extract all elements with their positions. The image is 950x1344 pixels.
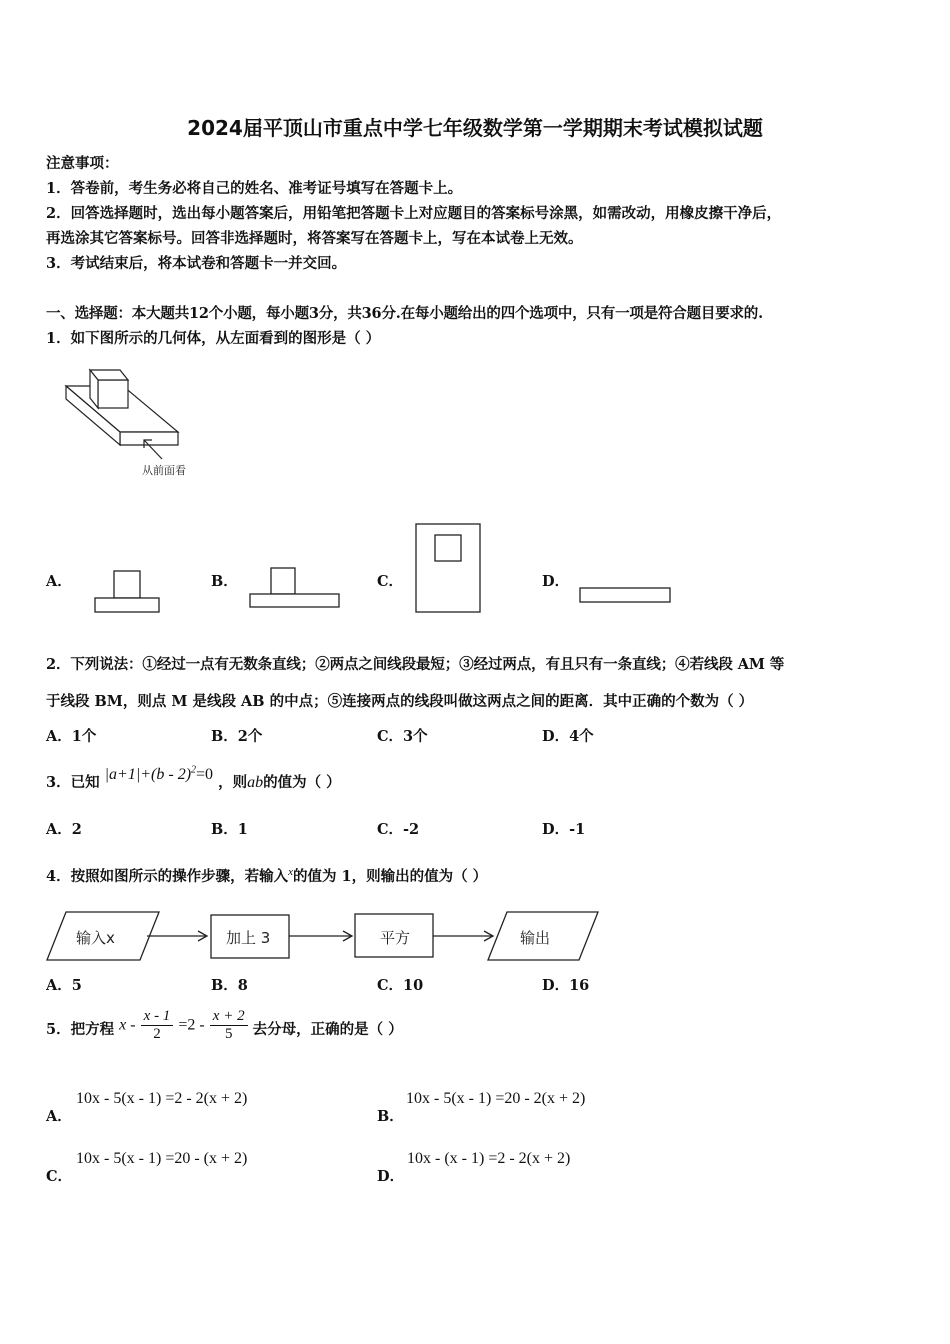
q1-option-d-figure xyxy=(577,585,675,607)
q2-option-c[interactable]: C．3个 xyxy=(377,728,428,745)
q2-option-b[interactable]: B．2个 xyxy=(211,728,263,745)
q2-text-line2: 于线段 BM，则点 M 是线段 AB 的中点；⑤连接两点的线段叫做这两点之间的距离．其中正确的个数为（ ） xyxy=(46,693,754,710)
q5-frac1-den: 2 xyxy=(153,1026,161,1042)
page-title: 2024届平顶山市重点中学七年级数学第一学期期末考试模拟试题 xyxy=(187,116,763,140)
q3-option-b[interactable]: B．1 xyxy=(211,821,248,838)
q3-option-d[interactable]: D．-1 xyxy=(542,821,586,838)
q5-option-b-formula: 10x - 5(x - 1) =20 - 2(x + 2) xyxy=(406,1090,586,1107)
q2-text-line1: 2．下列说法：①经过一点有无数条直线；②两点之间线段最短；③经过两点，有且只有一条直线；④若线段 AM 等 xyxy=(46,656,785,673)
q5-option-a-label[interactable]: A． xyxy=(46,1108,72,1125)
q1-option-a-figure xyxy=(92,568,162,616)
q5-option-b-label[interactable]: B． xyxy=(377,1108,404,1125)
q5-eq-mid: =2 - xyxy=(178,1016,205,1034)
notice-item-1: 1．答卷前，考生务必将自己的姓名、准考证号填写在答题卡上。 xyxy=(46,180,463,197)
q3-option-a[interactable]: A．2 xyxy=(46,821,82,838)
q3-formula-b: =0 xyxy=(196,766,214,783)
q1-option-d[interactable]: D． xyxy=(542,573,570,590)
notice-item-2-cont: 再选涂其它答案标号。回答非选择题时，将答案写在答题卡上，写在本试卷上无效。 xyxy=(46,230,583,247)
q3-option-c[interactable]: C．-2 xyxy=(377,821,420,838)
notice-heading: 注意事项： xyxy=(46,155,119,172)
q2-option-d[interactable]: D．4个 xyxy=(542,728,594,745)
notice-item-2: 2．回答选择题时，选出每小题答案后，用铅笔把答题卡上对应题目的答案标号涂黑，如需改动，用橡皮擦干净后， xyxy=(46,205,782,222)
q1-option-c[interactable]: C． xyxy=(377,573,404,590)
q5-option-d-formula: 10x - (x - 1) =2 - 2(x + 2) xyxy=(407,1150,571,1167)
q1-caption: 从前面看 xyxy=(142,464,186,477)
q4-option-a[interactable]: A．5 xyxy=(46,977,82,994)
flow-add-label: 加上 3 xyxy=(226,929,271,947)
q4-var: x xyxy=(288,866,293,878)
q5-option-c-formula: 10x - 5(x - 1) =20 - (x + 2) xyxy=(76,1150,248,1167)
q1-option-a[interactable]: A． xyxy=(46,573,72,590)
q1-option-c-figure xyxy=(413,521,485,615)
q4-text-post: 的值为 1，则输出的值为（ ） xyxy=(292,868,488,885)
q3-suffix-pre: ，则 xyxy=(218,774,248,791)
q3-formula-exp: 2 xyxy=(191,764,197,776)
q5-option-d-label[interactable]: D． xyxy=(377,1168,405,1185)
q3-text xyxy=(46,764,341,792)
q1-text: 1．如下图所示的几何体，从左面看到的图形是（ ） xyxy=(46,330,381,347)
q5-eq-x: x - xyxy=(119,1016,136,1034)
q5-option-a-formula: 10x - 5(x - 1) =2 - 2(x + 2) xyxy=(76,1090,248,1107)
q5-frac1-num: x - 1 xyxy=(141,1008,174,1026)
q4-flowchart xyxy=(44,908,604,964)
q1-option-b[interactable]: B． xyxy=(211,573,238,590)
q4-option-d[interactable]: D．16 xyxy=(542,977,590,994)
flow-input-label: 输入x xyxy=(76,929,115,947)
q3-formula-a: |a+1|+(b - 2) xyxy=(104,766,192,783)
section-heading: 一、选择题：本大题共12个小题，每小题3分，共36分.在每小题给出的四个选项中，只有一项是符合题目要求的. xyxy=(46,305,763,322)
q3-prefix: 3．已知 xyxy=(46,774,100,791)
q5-text xyxy=(46,1008,403,1043)
q3-suffix: 的值为（ ） xyxy=(263,774,341,791)
q1-solid-figure xyxy=(58,360,198,485)
q5-frac2-den: 5 xyxy=(224,1026,233,1042)
notice-item-3: 3．考试结束后，将本试卷和答题卡一并交回。 xyxy=(46,255,347,272)
q5-text-pre: 5．把方程 xyxy=(46,1020,115,1038)
q1-option-b-figure xyxy=(247,565,343,611)
q4-text-pre: 4．按照如图所示的操作步骤，若输入 xyxy=(46,868,289,885)
q5-fraction-2 xyxy=(210,1008,248,1043)
flow-square-label: 平方 xyxy=(380,929,411,947)
flow-output-label: 输出 xyxy=(520,929,551,947)
q2-option-a[interactable]: A．1个 xyxy=(46,728,97,745)
q5-text-post: 去分母，正确的是（ ） xyxy=(252,1020,403,1038)
q5-frac2-num: x + 2 xyxy=(210,1008,248,1026)
q4-text xyxy=(46,865,487,886)
q5-option-c-label[interactable]: C． xyxy=(46,1168,73,1185)
q5-fraction-1 xyxy=(141,1008,174,1043)
q4-option-c[interactable]: C．10 xyxy=(377,977,424,994)
q3-var: ab xyxy=(247,774,264,791)
q3-formula xyxy=(105,766,213,783)
q4-option-b[interactable]: B．8 xyxy=(211,977,248,994)
